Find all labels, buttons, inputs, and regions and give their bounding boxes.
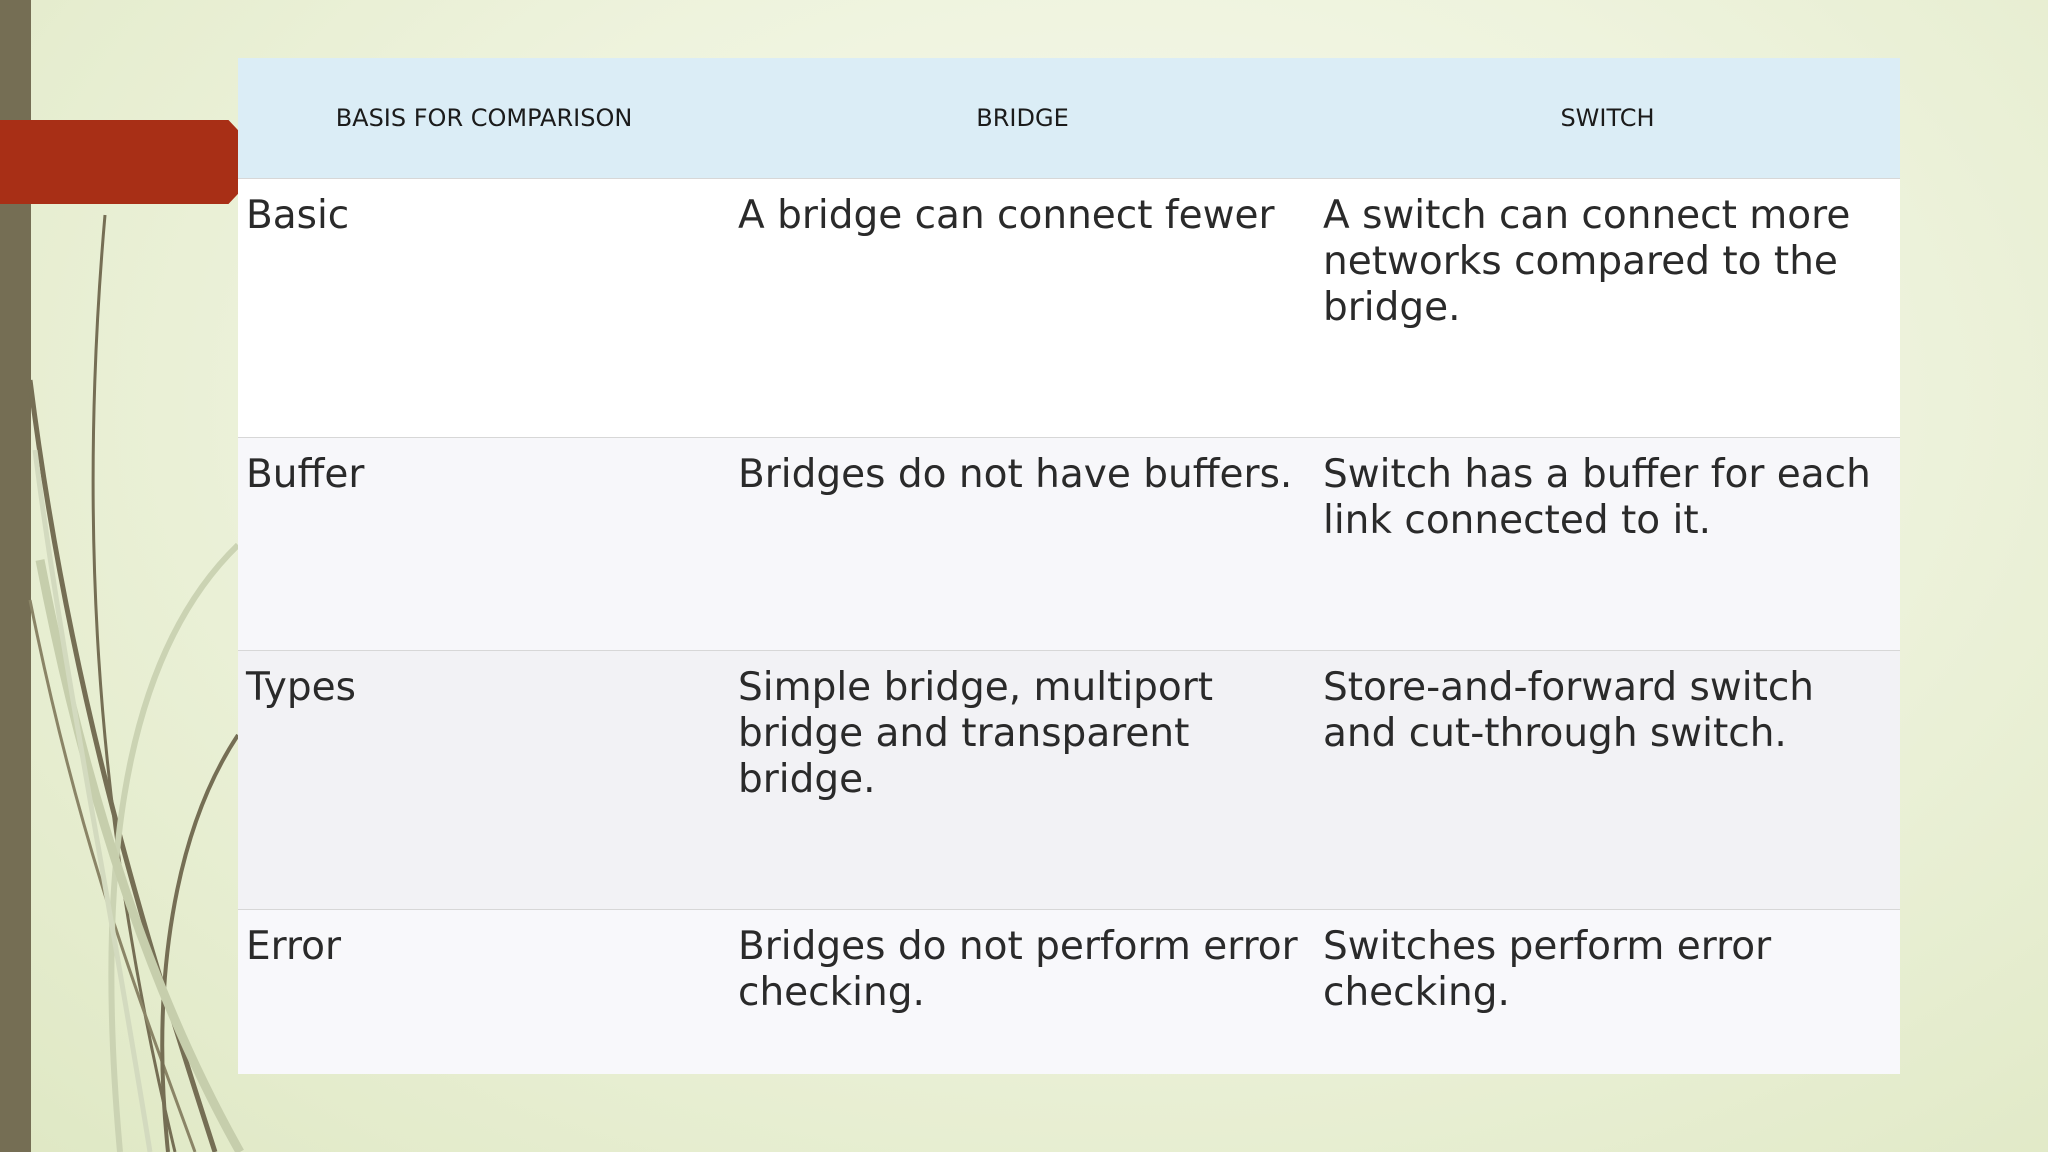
row-buffer-bridge: Bridges do not have buffers. xyxy=(730,437,1315,650)
table-row xyxy=(238,437,1900,650)
row-basic-switch: A switch can connect more networks compared to the bridge. xyxy=(1315,178,1900,437)
row-error-switch: Switches perform error checking. xyxy=(1315,909,1900,1074)
row-error-bridge: Bridges do not perform error checking. xyxy=(730,909,1315,1074)
table-header-row xyxy=(238,58,1900,178)
header-switch: SWITCH xyxy=(1560,103,1655,132)
row-buffer-label: Buffer xyxy=(238,437,730,650)
table-row xyxy=(238,909,1900,1074)
header-bridge: BRIDGE xyxy=(976,103,1069,132)
comparison-table xyxy=(238,58,1900,1074)
header-basis: BASIS FOR COMPARISON xyxy=(335,103,633,132)
row-basic-bridge: A bridge can connect fewer xyxy=(730,178,1315,437)
table-row xyxy=(238,178,1900,437)
row-types-bridge: Simple bridge, multiport bridge and transparent bridge. xyxy=(730,650,1315,909)
red-accent-tab xyxy=(0,120,238,204)
row-buffer-switch: Switch has a buffer for each link connected to it. xyxy=(1315,437,1900,650)
table-row xyxy=(238,650,1900,909)
row-types-switch: Store-and-forward switch and cut-through switch. xyxy=(1315,650,1900,909)
row-basic-label: Basic xyxy=(238,178,730,437)
row-error-label: Error xyxy=(238,909,730,1074)
comparison-table-container xyxy=(238,58,1900,1074)
row-types-label: Types xyxy=(238,650,730,909)
